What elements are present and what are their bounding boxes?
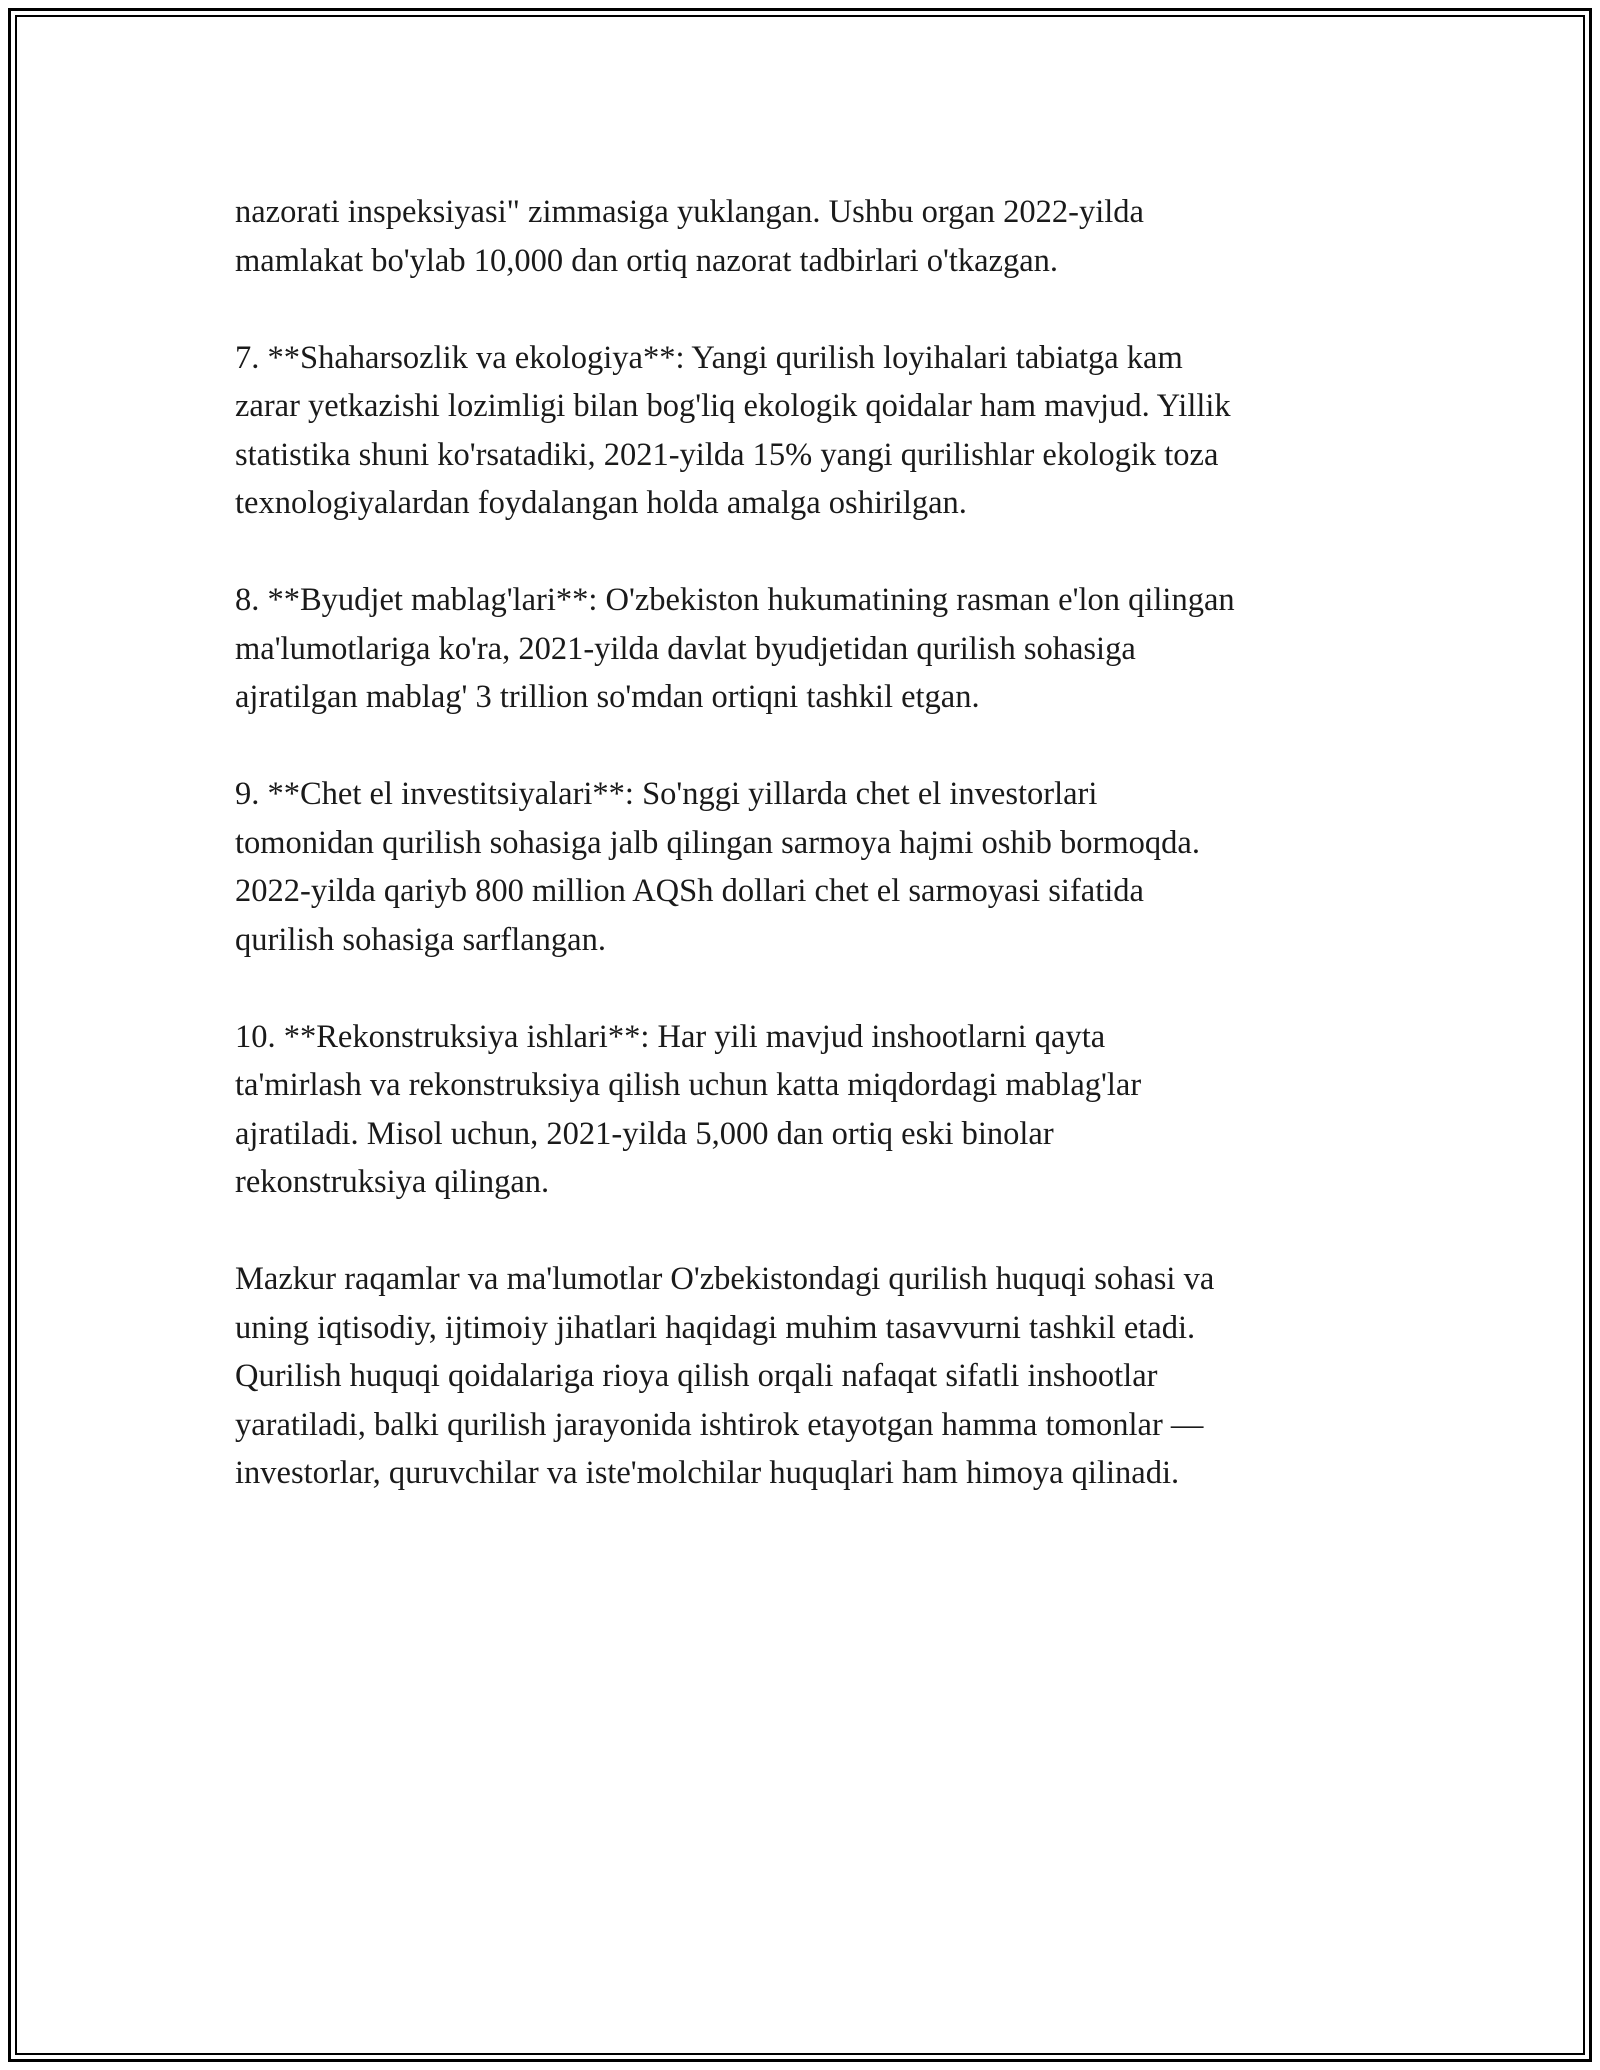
list-item-8 <box>235 576 1385 722</box>
text-line: statistika shuni ko'rsatadiki, 2021-yilda 15% yangi qurilishlar ekologik toza <box>235 436 1219 473</box>
text-line: qurilish sohasiga sarflangan. <box>235 921 606 958</box>
document-body <box>235 188 1385 1546</box>
paragraph-conclusion <box>235 1255 1385 1498</box>
text-line: 10. **Rekonstruksiya ishlari**: Har yili mavjud inshootlarni qayta <box>235 1018 1106 1055</box>
list-item-7 <box>235 334 1385 528</box>
text-line: ma'lumotlariga ko'ra, 2021-yilda davlat byudjetidan qurilish sohasiga <box>235 630 1136 667</box>
text-line: ajratiladi. Misol uchun, 2021-yilda 5,000 dan ortiq eski binolar <box>235 1115 1054 1152</box>
list-item-9 <box>235 770 1385 964</box>
paragraph-continuation <box>235 188 1385 285</box>
text-line: Qurilish huquqi qoidalariga rioya qilish orqali nafaqat sifatli inshootlar <box>235 1358 1158 1394</box>
text-line: 8. **Byudjet mablag'lari**: O'zbekiston hukumatining rasman e'lon qilingan <box>235 582 1235 618</box>
text-line: 9. **Chet el investitsiyalari**: So'nggi yillarda chet el investorlari <box>235 776 1098 812</box>
text-line: 2022-yilda qariyb 800 million AQSh dollari chet el sarmoyasi sifatida <box>235 873 1144 909</box>
text-line: ta'mirlash va rekonstruksiya qilish uchun katta miqdordagi mablag'lar <box>235 1067 1142 1103</box>
text-line: tomonidan qurilish sohasiga jalb qilingan sarmoya hajmi oshib bormoqda. <box>235 824 1200 861</box>
text-line: ajratilgan mablag' 3 trillion so'mdan ortiqni tashkil etgan. <box>235 679 980 715</box>
text-line: investorlar, quruvchilar va iste'molchilar huquqlari ham himoya qilinadi. <box>235 1455 1180 1491</box>
text-line: 7. **Shaharsozlik va ekologiya**: Yangi qurilish loyihalari tabiatga kam <box>235 339 1183 376</box>
text-line: yaratiladi, balki qurilish jarayonida ishtirok etayotgan hamma tomonlar — <box>235 1406 1204 1443</box>
text-line: rekonstruksiya qilingan. <box>235 1164 550 1200</box>
text-line: Mazkur raqamlar va ma'lumotlar O'zbekistondagi qurilish huquqi sohasi va <box>235 1261 1215 1297</box>
text-line: nazorati inspeksiyasi" zimmasiga yuklangan. Ushbu organ 2022-yilda <box>235 194 1144 230</box>
text-line: mamlakat bo'ylab 10,000 dan ortiq nazorat tadbirlari o'tkazgan. <box>235 242 1059 279</box>
text-line: uning iqtisodiy, ijtimoiy jihatlari haqidagi muhim tasavvurni tashkil etadi. <box>235 1309 1196 1346</box>
text-line: texnologiyalardan foydalangan holda amalga oshirilgan. <box>235 485 967 521</box>
list-item-10 <box>235 1013 1385 1207</box>
text-line: zarar yetkazishi lozimligi bilan bog'liq ekologik qoidalar ham mavjud. Yillik <box>235 388 1231 424</box>
